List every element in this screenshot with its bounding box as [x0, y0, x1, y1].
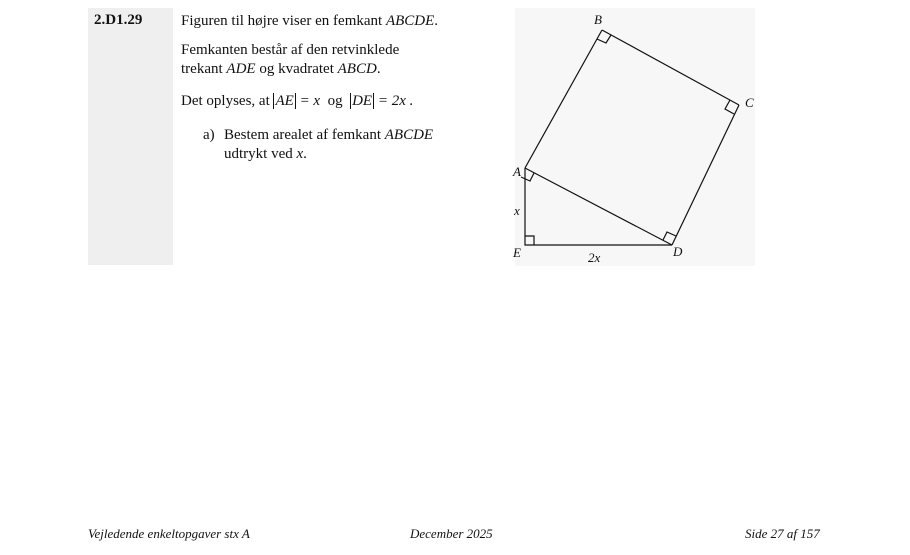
question-var-x: x [296, 146, 304, 162]
para2-line2 [181, 60, 381, 79]
intro-text: Figuren til højre viser en femkant [181, 13, 386, 29]
square-name: ABCD [337, 61, 377, 77]
pentagon-figure [505, 8, 755, 266]
label-b: B [594, 12, 602, 27]
footer-right: Side 27 af 157 [745, 526, 820, 541]
given-prefix: Det oplyses, at [181, 93, 274, 109]
triangle-name: ADE [226, 61, 256, 77]
pentagon-name: ABCDE [385, 13, 435, 29]
question-label: a) [203, 127, 215, 143]
para2-text-b: og kvadratet [255, 61, 338, 77]
given-og: og [320, 93, 351, 109]
question-line1 [224, 126, 433, 145]
side-cd [672, 105, 739, 245]
label-d: D [673, 244, 683, 259]
para2-line1: Femkanten består af den retvinklede [181, 42, 400, 58]
task-id-column [88, 8, 173, 265]
intro-period: . [434, 13, 439, 29]
side-ad [525, 168, 672, 245]
footer-left: Vejledende enkeltopgaver stx A [88, 526, 250, 541]
label-a: A [513, 164, 521, 179]
right-angle-e [525, 236, 534, 245]
question-text-b: udtrykt ved [224, 146, 297, 162]
right-angle-d [663, 232, 676, 240]
question-line2 [224, 145, 307, 164]
side-ab [525, 30, 602, 168]
pentagon-diagram [505, 8, 755, 266]
para2-text-c: . [376, 61, 381, 77]
label-e: E [513, 245, 521, 260]
abs-de: DE [352, 93, 373, 109]
label-c: C [745, 95, 754, 110]
intro-line [181, 12, 438, 31]
task-id: 2.D1.29 [94, 12, 143, 28]
side-bc [602, 30, 739, 105]
question-period: . [303, 146, 307, 162]
footer-center: December 2025 [410, 526, 493, 541]
right-angle-a [521, 173, 534, 181]
label-x: x [514, 203, 520, 218]
question-text-a: Bestem arealet af femkant [224, 127, 385, 143]
given-eq1: = x [295, 93, 321, 109]
abs-ae: AE [275, 93, 294, 109]
given-eq2: = 2x . [374, 93, 414, 109]
given-line [181, 92, 413, 111]
label-2x: 2x [588, 250, 601, 265]
question-pentagon-name: ABCDE [384, 127, 434, 143]
para2-text-a: trekant [181, 61, 227, 77]
